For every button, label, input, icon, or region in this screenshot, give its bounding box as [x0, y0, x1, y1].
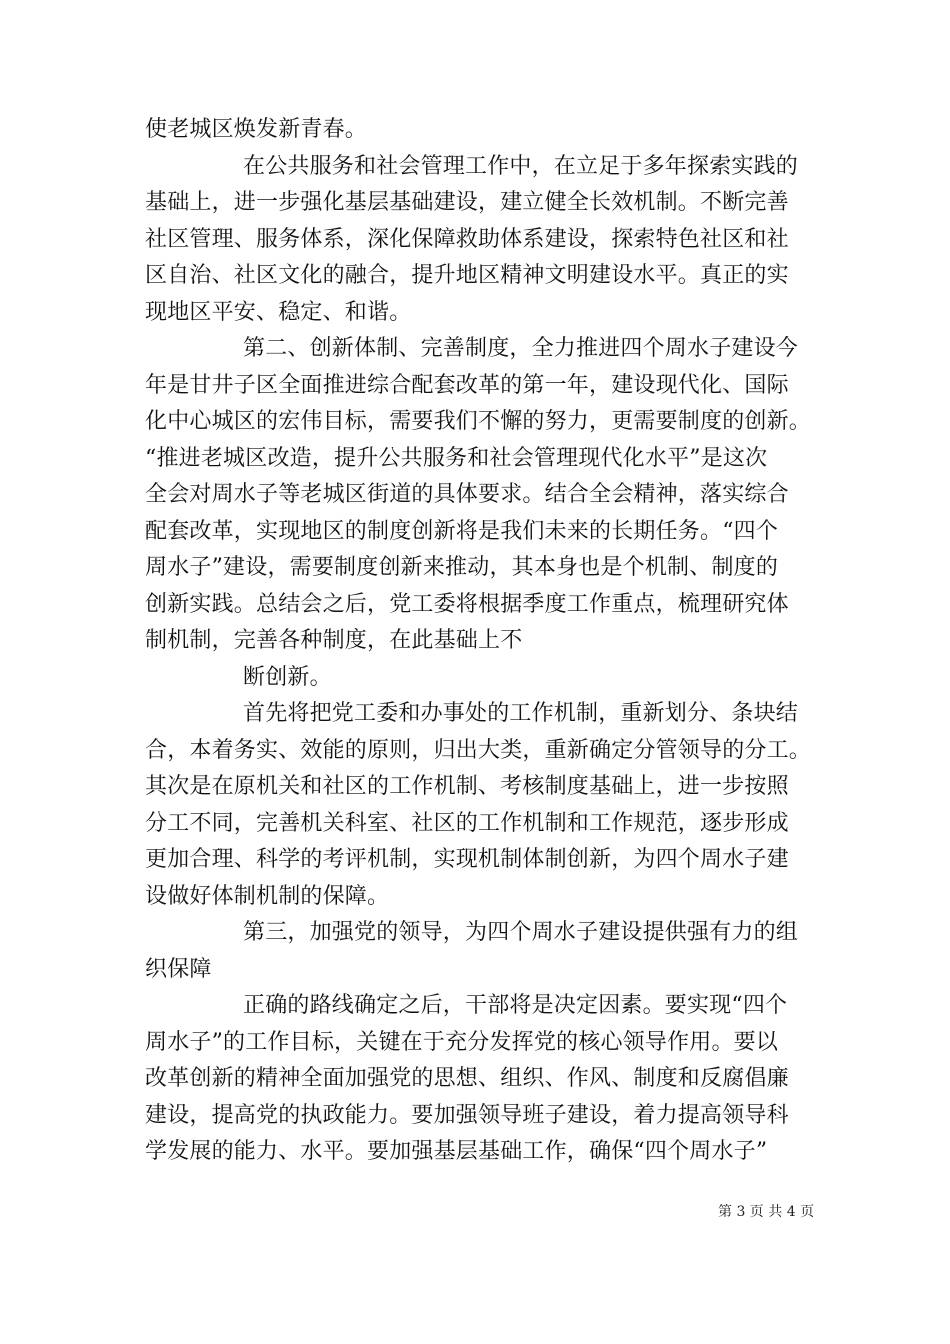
text-line: 首先将把党工委和办事处的工作机制，重新划分、条块结	[243, 701, 799, 726]
text-line: 改革创新的精神全面加强党的思想、组织、作风、制度和反腐倡廉	[145, 1066, 789, 1091]
text-line: 更加合理、科学的考评机制，实现机制体制创新，为四个周水子建	[145, 847, 789, 872]
text-line: 断创新。	[243, 664, 332, 690]
text-line: 分工不同，完善机关科室、社区的工作机制和工作规范，逐步形成	[145, 810, 789, 836]
text-line: 正确的路线确定之后，干部将是决定因素。要实现“四个	[243, 993, 788, 1018]
text-line: 全会对周水子等老城区街道的具体要求。结合全会精神，落实综合	[145, 482, 789, 507]
text-line: 年是甘井子区全面推进综合配套改革的第一年，建设现代化、国际	[145, 372, 789, 398]
text-line: “推进老城区改造，提升公共服务和社会管理现代化水平”是这次	[145, 445, 768, 471]
text-line: 在公共服务和社会管理工作中，在立足于多年探索实践的	[243, 153, 799, 179]
text-line: 社区管理、服务体系，深化保障救助体系建设，探索特色社区和社	[145, 226, 789, 252]
text-line: 建设，提高党的执政能力。要加强领导班子建设，着力提高领导科	[145, 1102, 789, 1128]
text-line: 周水子”的工作目标，关键在于充分发挥党的核心领导作用。要以	[145, 1029, 779, 1055]
page-number-footer: 第 3 页 共 4 页	[718, 1204, 815, 1220]
text-line: 织保障	[145, 956, 212, 982]
document-body	[145, 112, 813, 1171]
text-line: 使老城区焕发新青春。	[145, 117, 368, 142]
text-line: 区自治、社区文化的融合，提升地区精神文明建设水平。真正的实	[145, 263, 789, 288]
text-line: 第三，加强党的领导，为四个周水子建设提供强有力的组	[243, 920, 799, 945]
text-line: 第二、创新体制、完善制度，全力推进四个周水子建设今	[243, 336, 799, 361]
text-line: 设做好体制机制的保障。	[145, 883, 390, 909]
text-line: 创新实践。总结会之后，党工委将根据季度工作重点，梳理研究体	[145, 591, 789, 617]
text-line: 合，本着务实、效能的原则，归出大类，重新确定分管领导的分工。	[145, 737, 812, 763]
text-line: 周水子”建设，需要制度创新来推动，其本身也是个机制、制度的	[145, 555, 779, 580]
text-line: 学发展的能力、水平。要加强基层基础工作，确保“四个周水子”	[145, 1139, 768, 1164]
text-line: 其次是在原机关和社区的工作机制、考核制度基础上，进一步按照	[145, 774, 789, 799]
text-line: 制机制，完善各种制度，在此基础上不	[145, 628, 523, 653]
text-line: 基础上，进一步强化基层基础建设，建立健全长效机制。不断完善	[145, 190, 789, 215]
text-line: 化中心城区的宏伟目标，需要我们不懈的努力，更需要制度的创新。	[145, 409, 812, 434]
text-line: 现地区平安、稳定、和谐。	[145, 299, 412, 325]
text-line: 配套改革，实现地区的制度创新将是我们未来的长期任务。“四个	[145, 518, 779, 544]
